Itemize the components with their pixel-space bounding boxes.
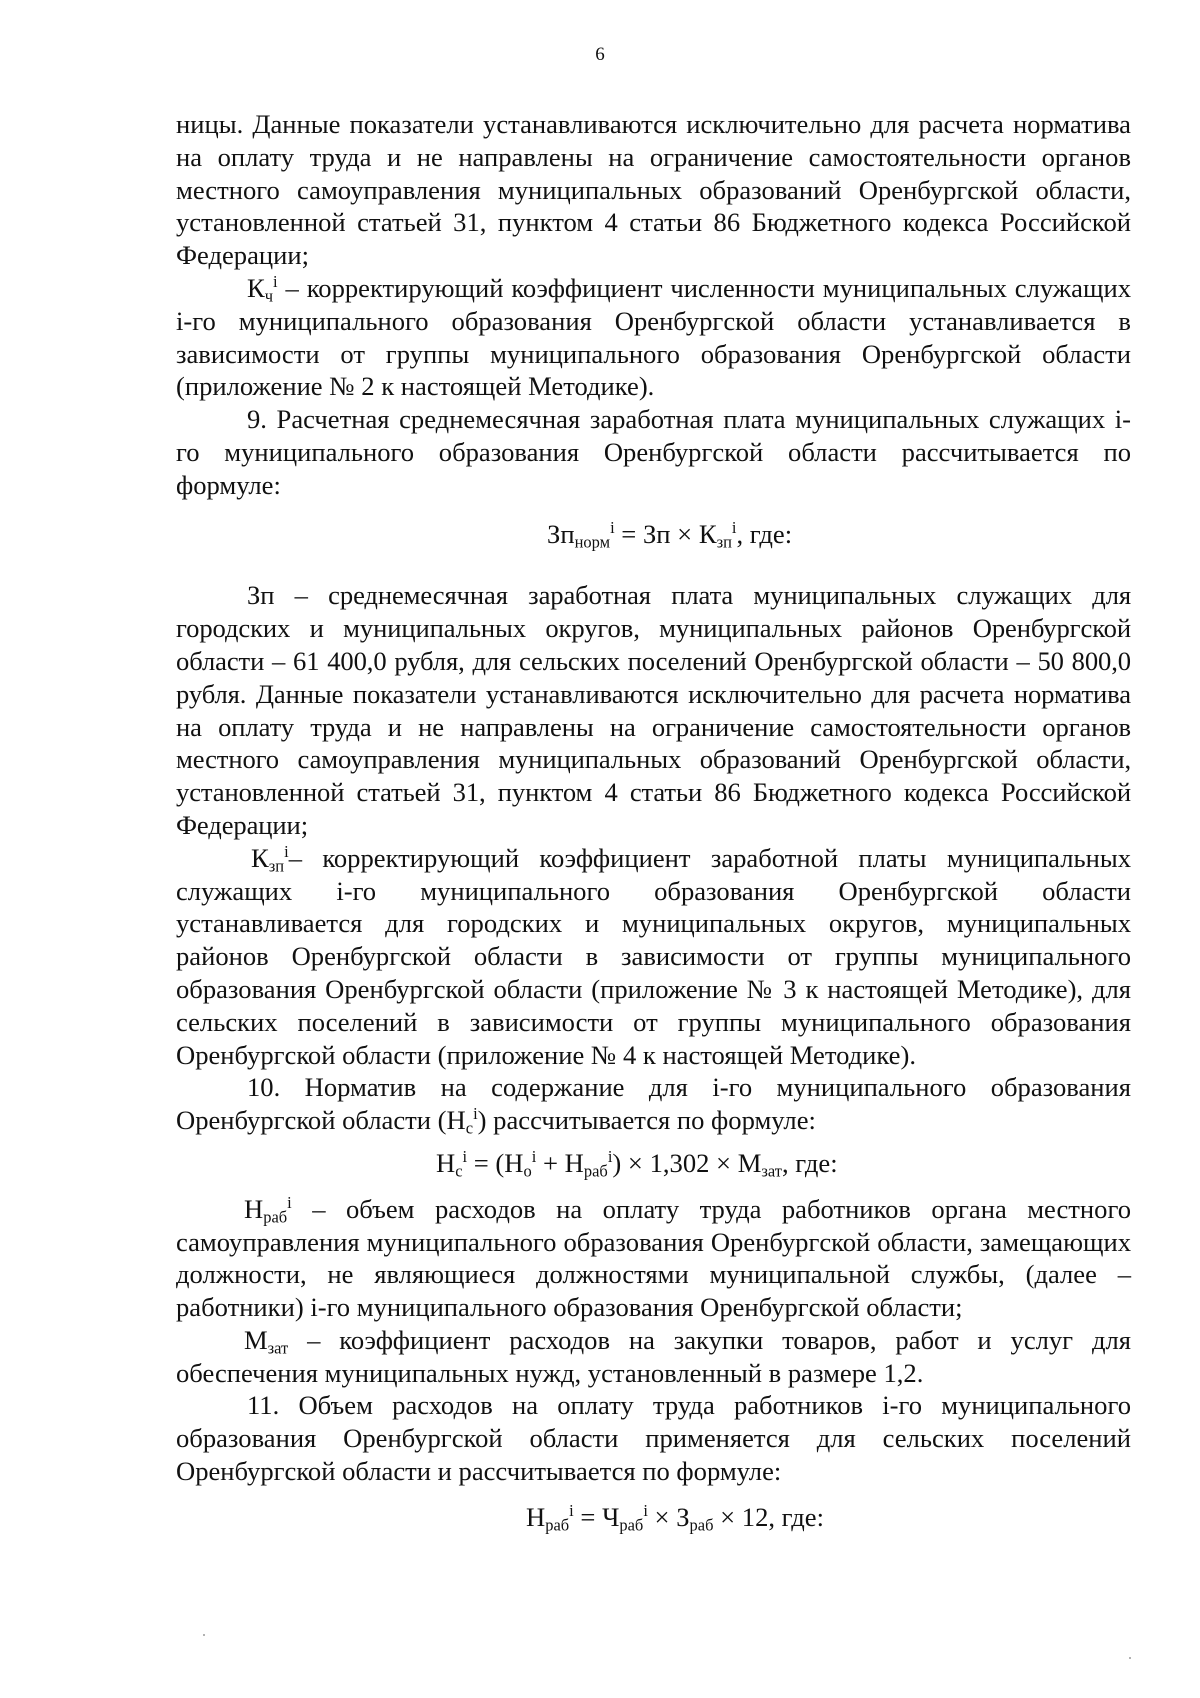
symbol-n-rab: $Н_{раб}^i$ xyxy=(244,1192,292,1227)
paragraph-salary-norm-note: ницы. Данные показатели устанавливаются исключительно для расчета норматива на оплату труда и не направлены на ограничение самостоятельности органов местного самоуправления муниципальных образований Оренбургской области, установленной статьей 31, пунктом 4 статьи 86 Бюджетного кодекса Российской Федерации; xyxy=(176,109,1131,271)
symbol-k-ch: $К_ч^i$ xyxy=(247,271,278,306)
k-zp-definition-text: – корректирующий коэффициент заработной платы муниципальных служащих i-го муниципального образования Оренбургской области устанавливается для городских и муниципальных округов, муниципальных районов Оренбургской области в зависимости от группы муниципального образования Оренбургской области (приложение № 3 к настоящей Методике), для сельских поселений в зависимости от группы муниципального образования Оренбургской области (приложение № 4 к настоящей Методике). xyxy=(176,842,1131,1070)
paragraph-item-11: 11. Объем расходов на оплату труда работников i-го муниципального образования Оренбургской области применяется для сельских поселений Оренбургской области и рассчитывается по формуле: xyxy=(176,1390,1131,1487)
page-number: 6 xyxy=(595,44,605,65)
scan-speck xyxy=(203,1634,205,1636)
k-ch-definition-text: – корректирующий коэффициент численности муниципальных служащих i-го муниципального образования Оренбургской области устанавливается в зависимости от группы муниципального образования Оренбургской области (приложение № 2 к настоящей Методике). xyxy=(176,272,1131,402)
symbol-n-c: $Н_с^i$ xyxy=(446,1103,478,1138)
symbol-m-zat: $М_{зат}$ xyxy=(244,1324,289,1358)
paragraph-zp-definition: Зп – среднемесячная заработная плата муниципальных служащих для городских и муниципальных округов, муниципальных районов Оренбургской области – 61 400,0 рубля, для сельских поселений Оренбургской области – 50 800,0 рубля. Данные показатели устанавливаются исключительно для расчета норматива на оплату труда и не направлены на ограничение самостоятельности органов местного самоуправления муниципальных образований Оренбургской области, установленной статьей 31, пунктом 4 статьи 86 Бюджетного кодекса Российской Федерации; xyxy=(176,580,1131,840)
formula-zp-norm: $Зп_{норм}^i$ = Зп × $К_{зп}^i$, где: xyxy=(547,517,793,552)
paragraph-m-zat-definition xyxy=(176,1324,1131,1390)
n-rab-definition-text: – объем расходов на оплату труда работников органа местного самоуправления муниципального образования Оренбургской области, замещающих должности, не являющиеся должностями муниципальной службы, (далее – работники) i-го муниципального образования Оренбургской области; xyxy=(176,1193,1131,1323)
m-zat-definition-text: – коэффициент расходов на закупки товаров, работ и услуг для обеспечения муниципальных нужд, установленный в размере 1,2. xyxy=(176,1324,1131,1388)
paragraph-k-zp-definition xyxy=(176,842,1131,1072)
paragraph-item-9: 9. Расчетная среднемесячная заработная плата муниципальных служащих i-го муниципального образования Оренбургской области рассчитывается по формуле: xyxy=(176,404,1131,500)
scan-speck xyxy=(1129,1657,1131,1659)
formula-n-c: $Н_с^i = (Н_о^i + Н_{раб}^i) \times 1,302 \times М_{зат}$, где: xyxy=(436,1146,838,1181)
formula-n-rab: $Н_{раб}^i = Ч_{раб}^i \times З_{раб} \times 12$, где: xyxy=(526,1500,824,1535)
paragraph-item-10: 10. Норматив на содержание для i-го муниципального образования Оренбургской области $(Н_с^i)$ рассчитывается по формуле: xyxy=(176,1072,1131,1138)
symbol-k-zp: $К_{зп}^i$ xyxy=(251,841,289,876)
paragraph-k-ch-definition xyxy=(176,272,1131,403)
paragraph-n-rab-definition xyxy=(176,1193,1131,1324)
document-body xyxy=(176,108,1131,1534)
